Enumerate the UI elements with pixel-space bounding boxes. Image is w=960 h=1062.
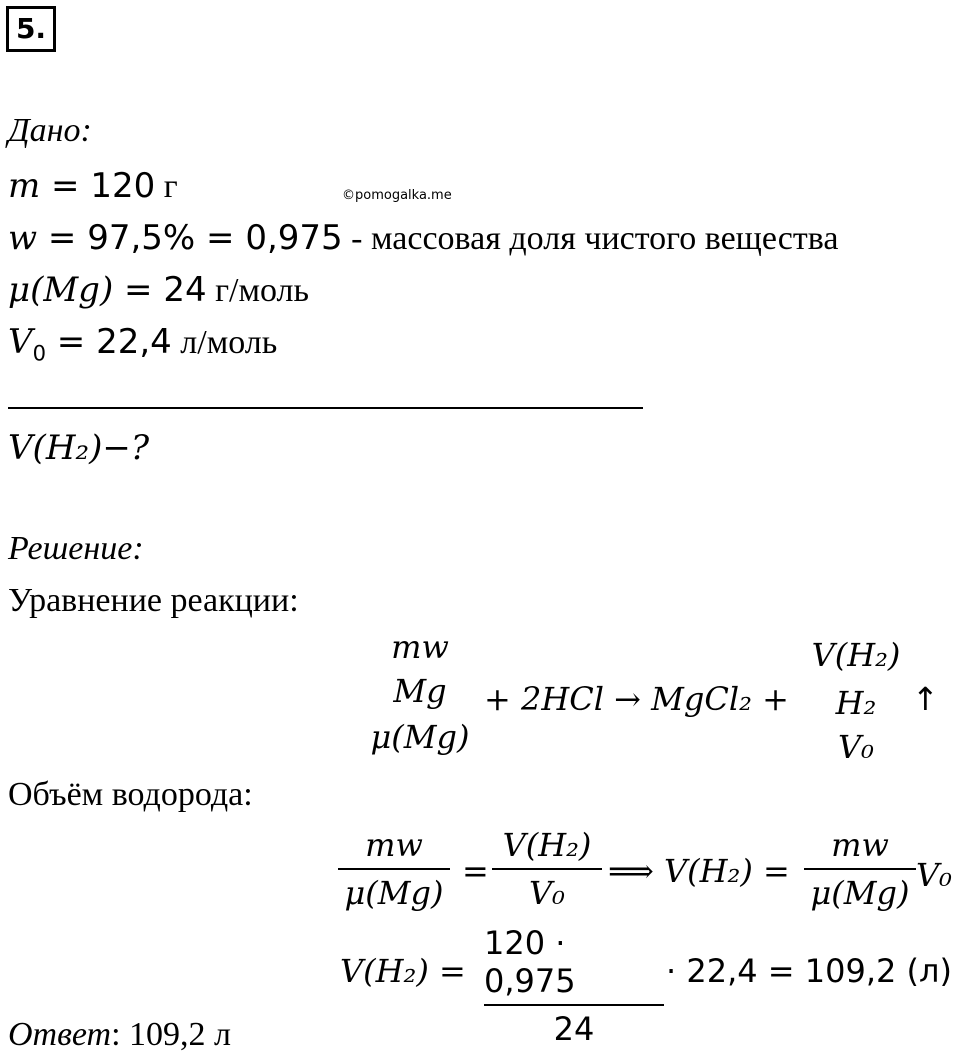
reaction-left-top: mw <box>391 628 449 666</box>
find-line: V(H₂)−? <box>8 428 150 468</box>
given-molar-volume-line: $V_0 = 22,4$ л/моль <box>8 322 278 366</box>
reaction-left-mid: Mg <box>393 672 447 710</box>
given-mass-line: m = 120 г <box>8 166 178 206</box>
answer-label: Ответ <box>8 1016 112 1053</box>
given-molar-mass-line: μ(Mg) = 24 г/моль <box>8 270 310 310</box>
reaction-right-bot: V₀ <box>838 728 874 766</box>
answer-line <box>8 1016 231 1054</box>
watermark: ©pomogalka.me <box>342 188 452 203</box>
eq1-equals: = <box>462 852 489 890</box>
problem-number-box: 5. <box>6 6 56 52</box>
given-label: Дано: <box>8 112 92 149</box>
gas-arrow-icon: ↑ <box>912 680 939 718</box>
reaction-left-bot: μ(Mg) <box>370 718 470 756</box>
eq1-implies: ⟹ V(H₂) = <box>608 852 790 890</box>
eq2-rhs: · 22,4 = 109,2 (л) <box>666 952 952 990</box>
eq1-fraction-3: mw μ(Mg) <box>804 826 916 912</box>
reaction-middle: + 2HCl → MgCl₂ + <box>484 680 789 718</box>
eq2-fraction: 120 · 0,975 24 <box>484 924 664 1048</box>
given-fraction-line: w = 97,5% = 0,975 - массовая доля чистого вещества <box>8 218 839 258</box>
eq2-lhs: V(H₂) = <box>340 952 466 990</box>
given-divider <box>8 407 643 409</box>
eq1-fraction-1: mw μ(Mg) <box>338 826 450 912</box>
eq1-fraction-2: V(H₂) V₀ <box>492 826 602 912</box>
volume-caption: Объём водорода: <box>8 776 253 813</box>
answer-value: : 109,2 л <box>111 1016 231 1053</box>
reaction-right-top: V(H₂) <box>811 636 901 674</box>
reaction-caption: Уравнение реакции: <box>8 582 299 619</box>
reaction-right-mid: H₂ <box>835 684 877 722</box>
eq1-tail: V₀ <box>916 856 952 894</box>
solution-label: Решение: <box>8 530 144 567</box>
